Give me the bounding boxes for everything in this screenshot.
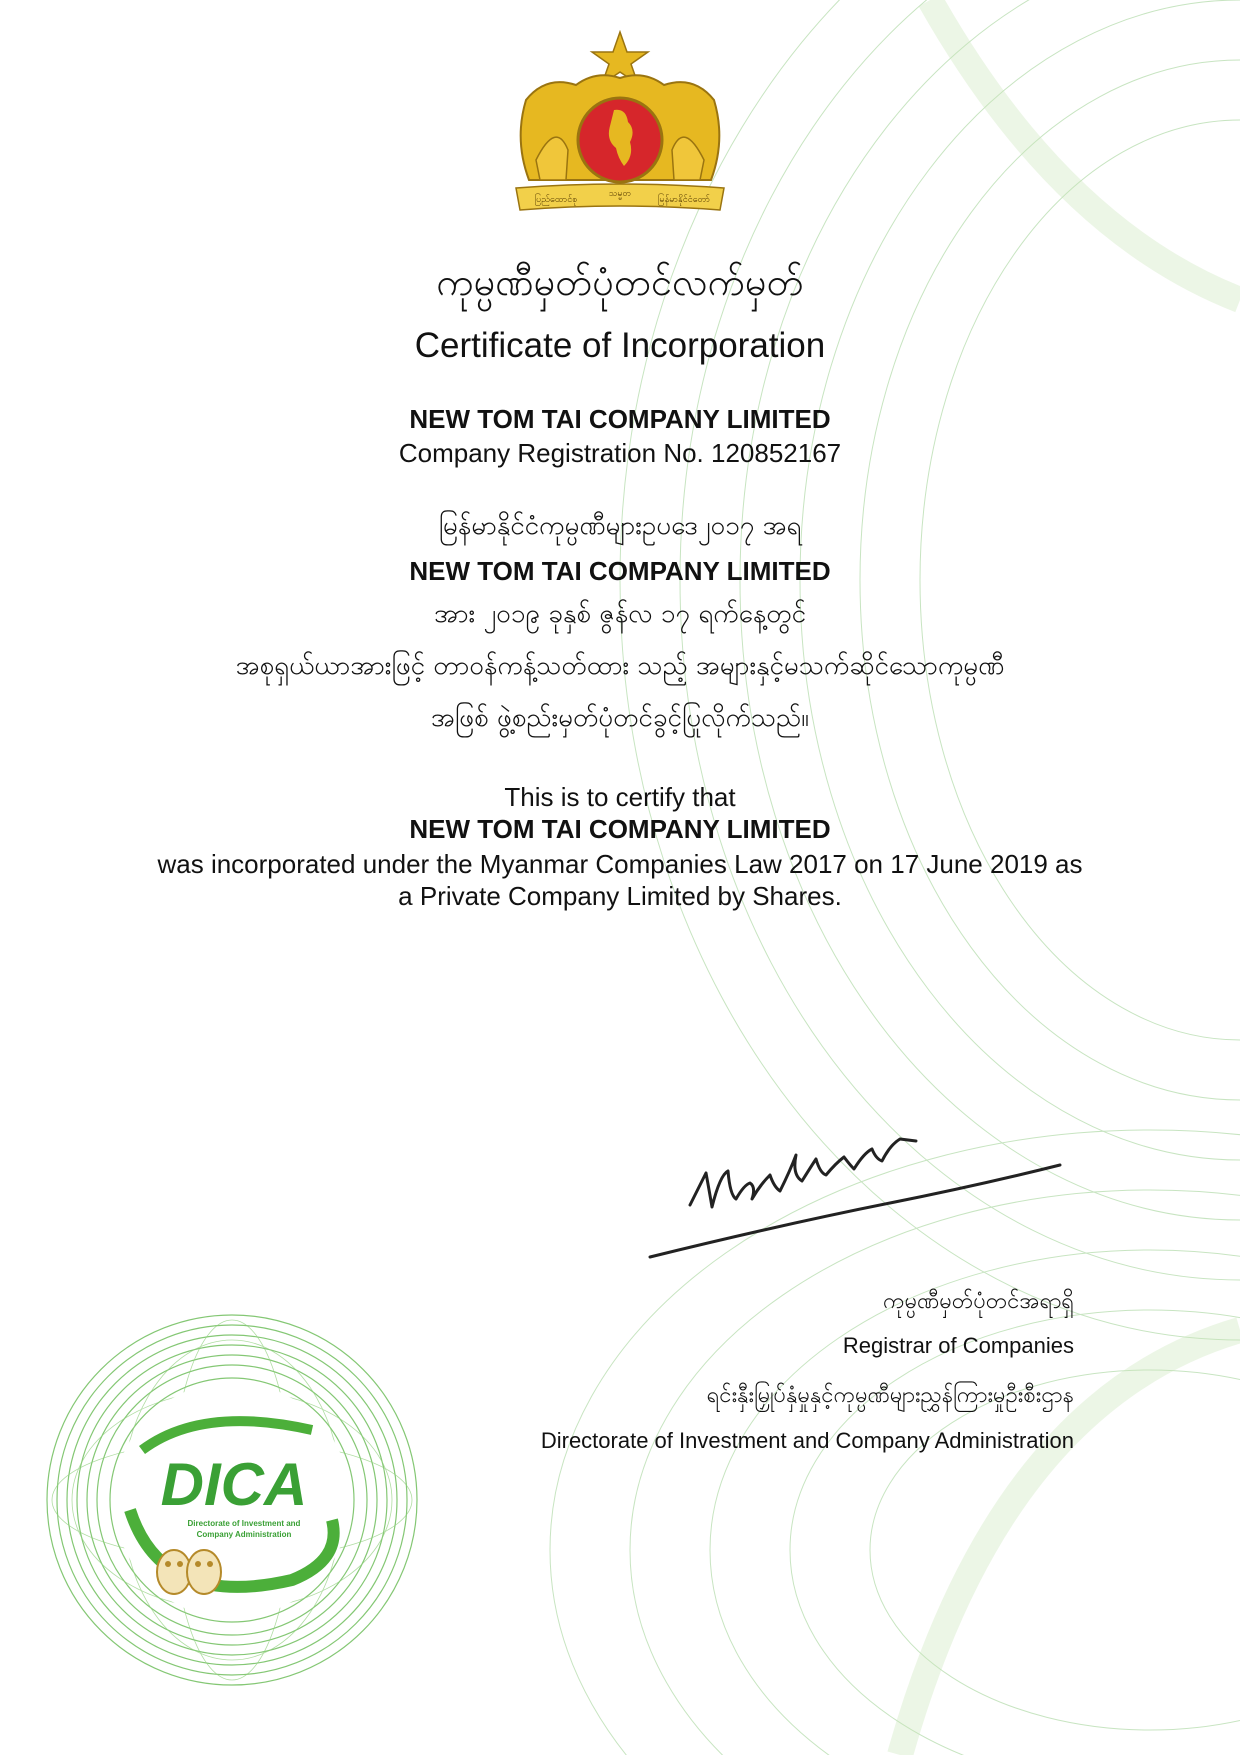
company-name: NEW TOM TAI COMPANY LIMITED xyxy=(409,404,831,434)
title-english: Certificate of Incorporation xyxy=(414,326,826,365)
company-name: NEW TOM TAI COMPANY LIMITED xyxy=(409,556,831,586)
crest-scroll-right: မြန်မာနိုင်ငံတော် xyxy=(657,195,711,205)
dica-logo-text: DICA xyxy=(160,1451,308,1518)
department-english: Directorate of Investment and Company Administration xyxy=(540,1428,1074,1453)
dica-caption-line-2: Company Administration xyxy=(196,1530,292,1539)
registration-number: Company Registration No. 120852167 xyxy=(398,438,842,468)
state-emblem-icon xyxy=(506,30,734,220)
registrar-title-english: Registrar of Companies xyxy=(842,1333,1074,1358)
crest-scroll-left: ပြည်ထောင်စု xyxy=(534,195,578,205)
myanmar-paragraph-line-3: အစုရှယ်ယာအားဖြင့် တာဝန်ကန့်သတ်ထား သည့် အများနှင့်မသက်ဆိုင်သောကုမ္ပဏီ xyxy=(235,651,1005,681)
dica-seal-icon xyxy=(42,1310,422,1690)
crest-scroll-center: သမ္မတ xyxy=(608,189,632,199)
company-name: NEW TOM TAI COMPANY LIMITED xyxy=(409,814,831,844)
myanmar-paragraph-line-4: အဖြစ် ဖွဲ့စည်းမှတ်ပုံတင်ခွင့်ပြုလိုက်သည်။ xyxy=(430,703,810,733)
certify-intro: This is to certify that xyxy=(504,782,736,812)
title-myanmar: ကုမ္ပဏီမှတ်ပုံတင်လက်မှတ် xyxy=(436,260,804,304)
myanmar-paragraph-line-1: မြန်မာနိုင်ငံကုမ္ပဏီများဥပဒေ၂၀၁၇ အရ xyxy=(438,511,802,541)
dica-caption-line-1: Directorate of Investment and xyxy=(187,1519,301,1528)
incorporation-statement: was incorporated under the Myanmar Companies Law 2017 on 17 June 2019 as a Private Company Limited by Shares. xyxy=(157,849,1083,911)
myanmar-paragraph-line-2: အား ၂၀၁၉ ခုနှစ် ဇွန်လ ၁၇ ရက်နေ့တွင် xyxy=(433,599,807,629)
department-myanmar: ရင်းနှီးမြှုပ်နှံမှုနှင့်ကုမ္ပဏီများညွှန်ကြားမှုဦးစီးဌာန xyxy=(706,1383,1074,1408)
registrar-title-myanmar: ကုမ္ပဏီမှတ်ပုံတင်အရာရှိ xyxy=(883,1289,1074,1314)
registrar-signature xyxy=(640,1115,1080,1275)
